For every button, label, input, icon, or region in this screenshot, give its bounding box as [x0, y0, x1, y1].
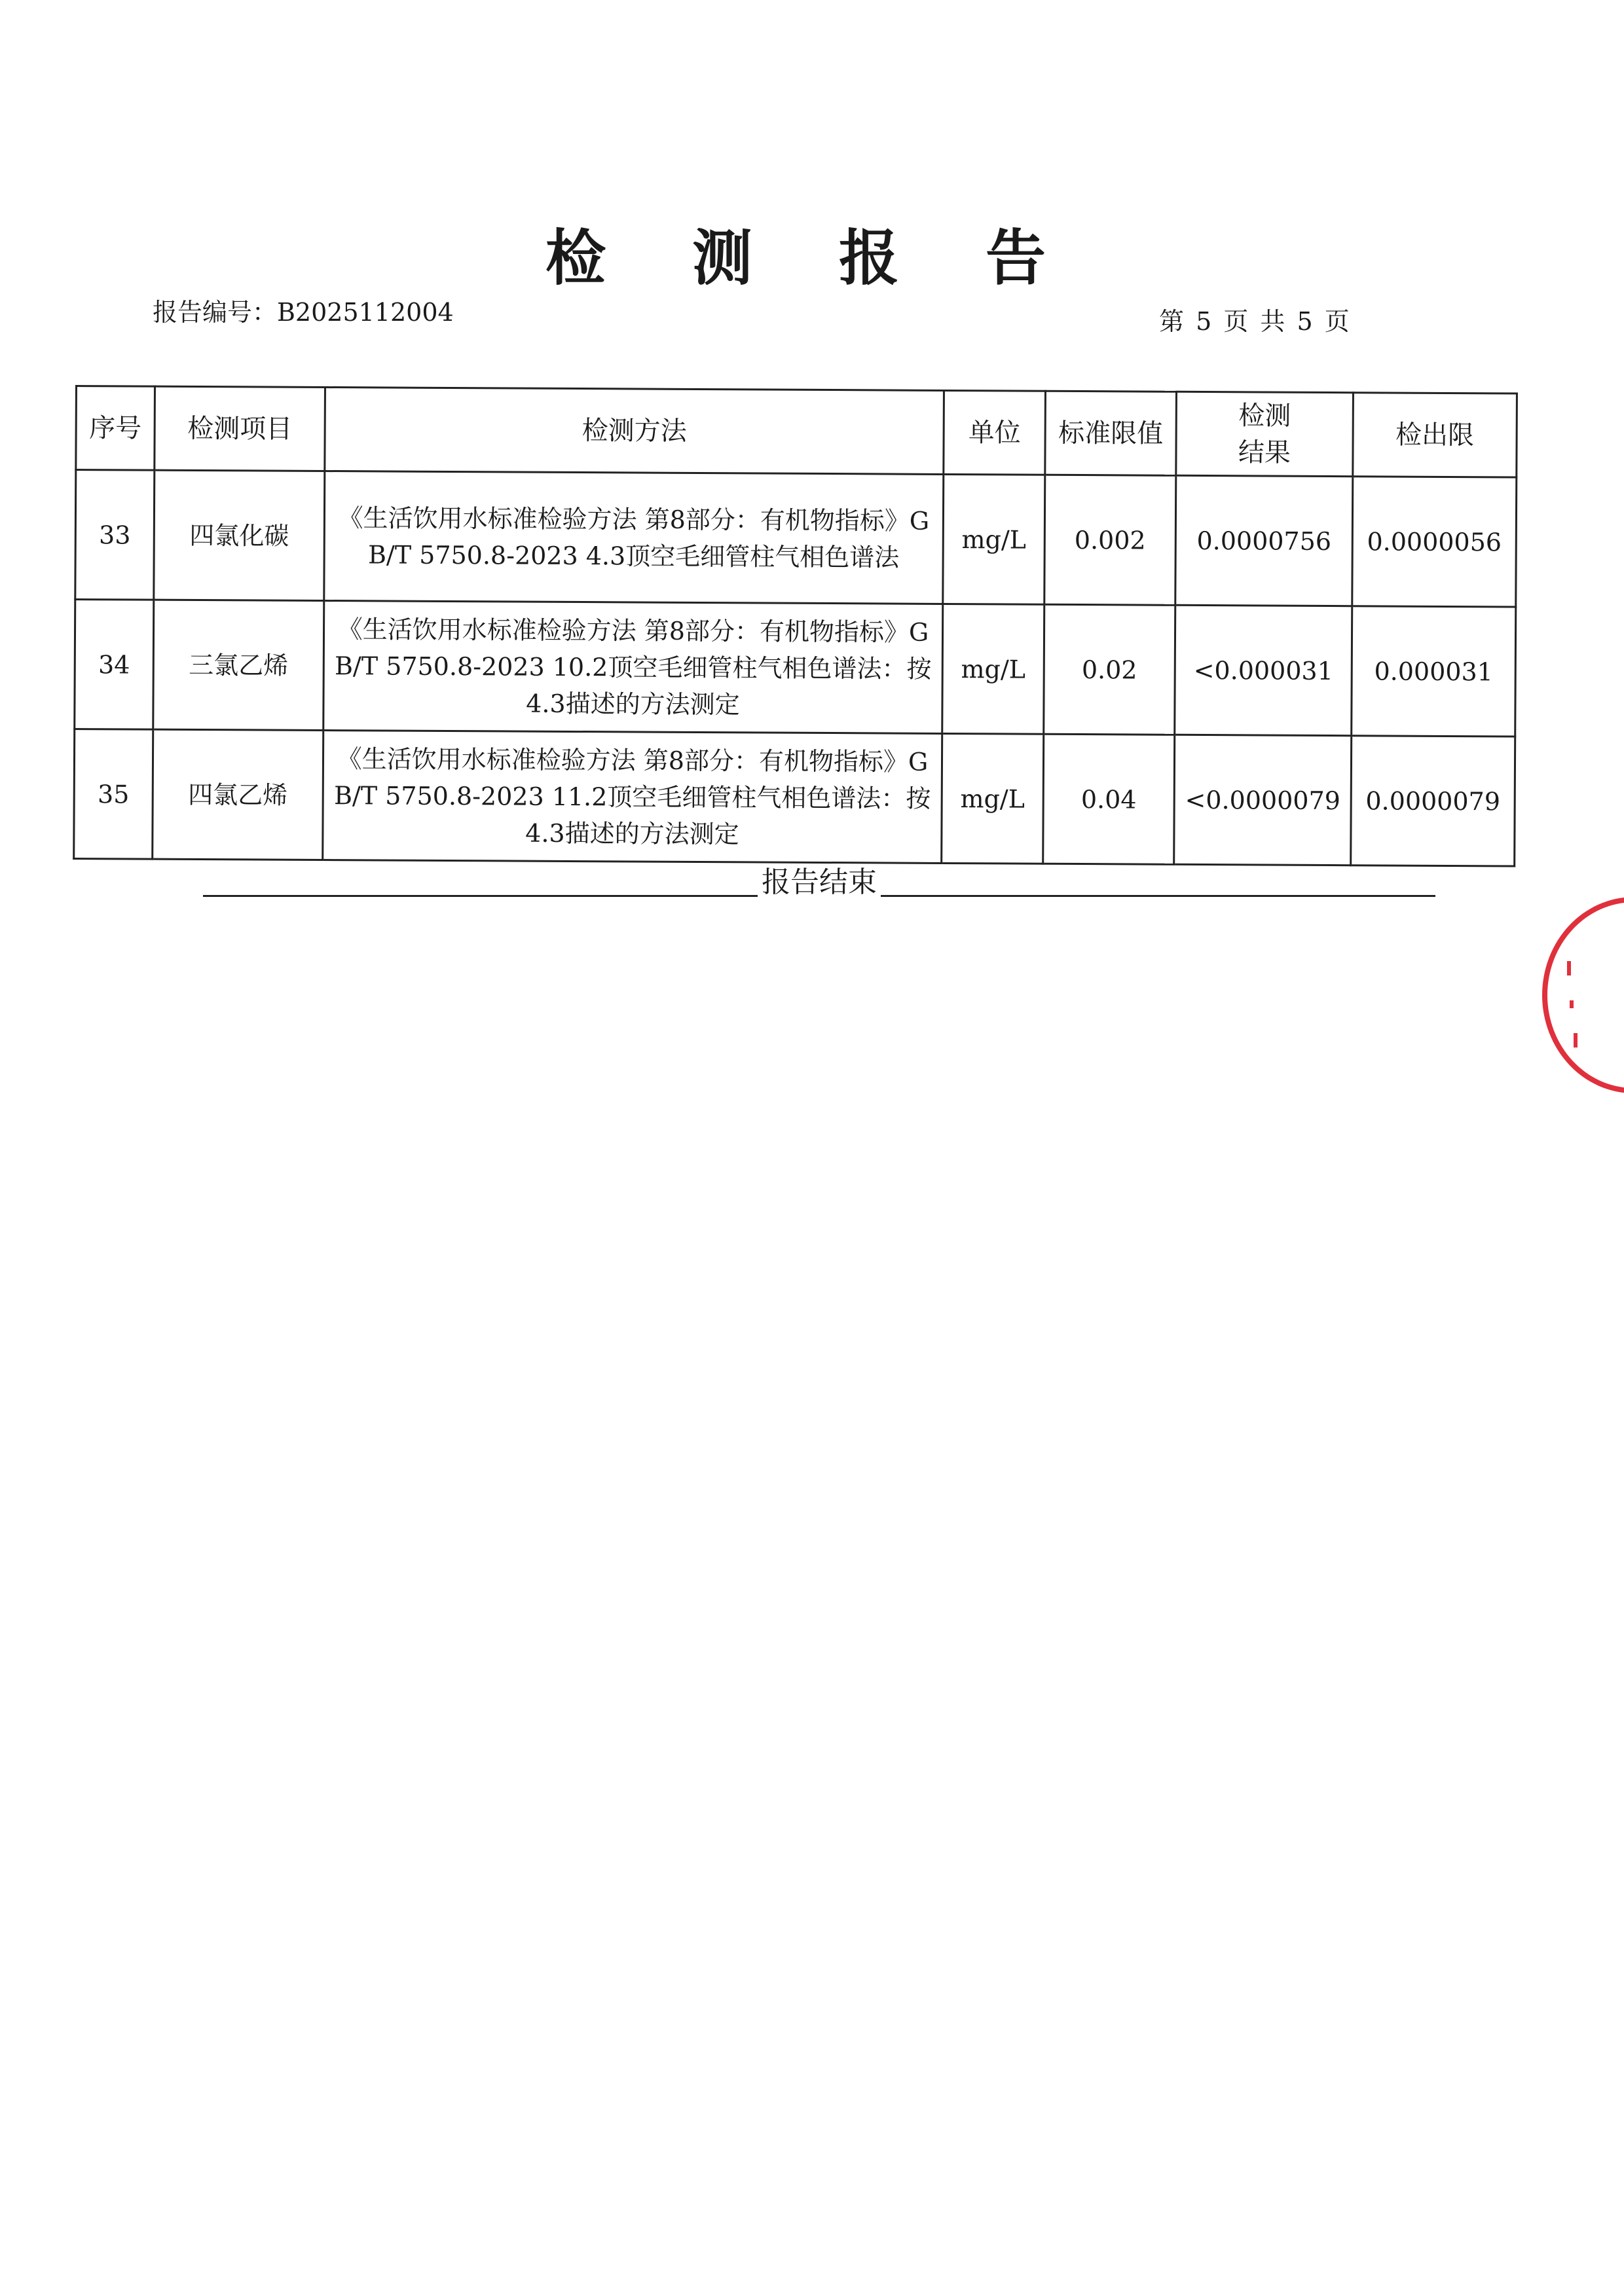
col-header-item: 检测项目: [155, 386, 325, 471]
table-body: [74, 470, 1517, 867]
col-header-unit: 单位: [944, 390, 1046, 475]
cell-limit: 0.02: [1044, 604, 1175, 735]
col-header-detection-limit: 检出限: [1353, 393, 1517, 477]
cell-unit: mg/L: [943, 474, 1045, 604]
table-header: [76, 386, 1517, 478]
table-row: [75, 600, 1516, 737]
cell-detection-limit: 0.000031: [1352, 606, 1516, 737]
cell-limit: 0.04: [1043, 734, 1175, 864]
cell-item: 三氯乙烯: [153, 600, 324, 730]
header-row: [76, 386, 1517, 478]
cell-result: 0.0000756: [1175, 475, 1353, 606]
cell-unit: mg/L: [942, 604, 1044, 734]
col-header-method: 检测方法: [325, 387, 944, 474]
report-title: 检 测 报 告: [545, 223, 1079, 293]
official-seal-icon: [1542, 897, 1624, 1093]
table-row: [74, 729, 1515, 867]
seal-mark: [1567, 961, 1571, 975]
cell-detection-limit: 0.0000056: [1352, 477, 1517, 607]
cell-method: 《生活饮用水标准检验方法 第8部分：有机物指标》GB/T 5750.8-2023 10.2顶空毛细管柱气相色谱法：按4.3描述的方法测定: [323, 600, 943, 733]
cell-no: 35: [74, 729, 153, 860]
col-header-no: 序号: [76, 386, 155, 471]
col-header-limit: 标准限值: [1045, 391, 1177, 475]
cell-detection-limit: 0.0000079: [1351, 736, 1515, 866]
cell-result: <0.0000079: [1174, 735, 1352, 865]
results-table: [73, 385, 1518, 867]
cell-method: 《生活饮用水标准检验方法 第8部分：有机物指标》GB/T 5750.8-2023 11.2顶空毛细管柱气相色谱法：按4.3描述的方法测定: [323, 730, 942, 863]
end-rule-left: [203, 895, 758, 897]
cell-limit: 0.002: [1044, 475, 1176, 605]
cell-no: 33: [75, 470, 155, 600]
report-end-text: 报告结束: [762, 866, 877, 899]
cell-item: 四氯乙烯: [153, 729, 323, 860]
seal-mark: [1574, 1033, 1578, 1048]
report-end-line: [203, 862, 1435, 901]
cell-method: 《生活饮用水标准检验方法 第8部分：有机物指标》GB/T 5750.8-2023 4.3顶空毛细管柱气相色谱法: [324, 471, 944, 604]
col-header-result: [1176, 392, 1354, 476]
cell-unit: mg/L: [942, 733, 1044, 864]
col-header-result-label: 检测结果: [1238, 400, 1291, 468]
cell-item: 四氯化碳: [154, 470, 325, 600]
cell-result: <0.000031: [1175, 605, 1352, 735]
table-row: [75, 470, 1517, 608]
end-rule-right: [881, 895, 1435, 897]
page-info: 第 5 页 共 5 页: [1159, 307, 1350, 336]
report-number: 报告编号：B2025112004: [153, 298, 454, 327]
cell-no: 34: [75, 600, 154, 730]
seal-mark: [1570, 1000, 1574, 1008]
